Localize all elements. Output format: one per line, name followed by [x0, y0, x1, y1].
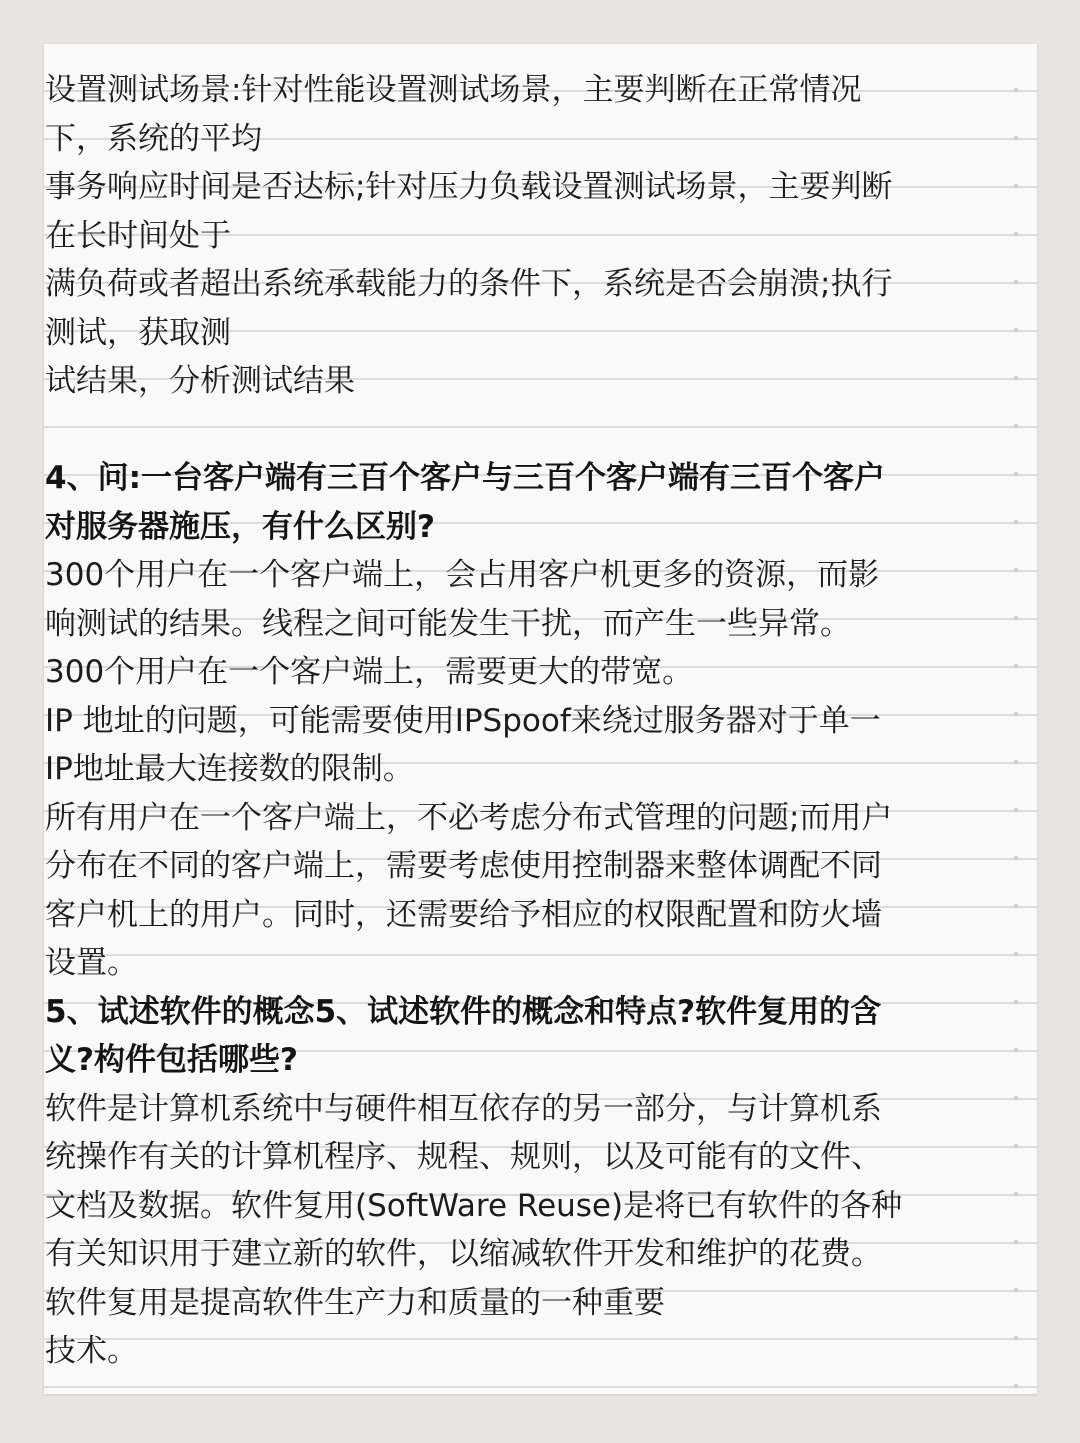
answer-line: 有关知识用于建立新的软件，以缩减软件开发和维护的花费。: [45, 1236, 882, 1272]
blank-line: [45, 406, 1020, 455]
answer-line: 技术。: [45, 1333, 138, 1369]
answer-line: 所有用户在一个客户端上，不必考虑分布式管理的问题;而用户: [45, 799, 893, 836]
answer-line: IP地址最大连接数的限制。: [45, 751, 414, 787]
text-line: 试结果，分析测试结果: [45, 363, 355, 399]
answer-line: 软件是计算机系统中与硬件相互依存的另一部分，与计算机系: [45, 1090, 882, 1127]
answer-line: IP 地址的问题，可能需要使用IPSpoof来绕过服务器对于单一: [45, 702, 881, 739]
question-5-title: 义?构件包括哪些?: [45, 1042, 298, 1078]
answer-line: 软件复用是提高软件生产力和质量的一种重要: [45, 1284, 665, 1321]
question-5-title: 5、试述软件的概念5、试述软件的概念和特点?软件复用的含: [45, 993, 882, 1030]
answer-line: 300个用户在一个客户端上，会占用客户机更多的资源，而影: [45, 557, 880, 593]
question-5: [45, 988, 1020, 1376]
answer-line: 设置。: [45, 945, 138, 981]
answer-line: 文档及数据。软件复用(SoftWare Reuse)是将已有软件的各种: [45, 1187, 903, 1224]
text-line: 在长时间处于: [45, 217, 231, 254]
text-line: 测试，获取测: [45, 314, 231, 351]
note-paper: [44, 44, 1037, 1394]
answer-line: 统操作有关的计算机程序、规程、规则，以及可能有的文件、: [45, 1139, 882, 1175]
intro-paragraph: [45, 66, 1020, 406]
text-line: 设置测试场景:针对性能设置测试场景，主要判断在正常情况: [45, 72, 862, 108]
text-line: 事务响应时间是否达标;针对压力负载设置测试场景，主要判断: [45, 169, 893, 205]
question-4-title: 对服务器施压，有什么区别?: [45, 508, 435, 545]
answer-line: 响测试的结果。线程之间可能发生干扰，而产生一些异常。: [45, 605, 851, 642]
answer-line: 客户机上的用户。同时，还需要给予相应的权限配置和防火墙: [45, 896, 882, 933]
text-line: 满负荷或者超出系统承载能力的条件下，系统是否会崩溃;执行: [45, 266, 893, 302]
text-line: 下，系统的平均: [45, 120, 262, 157]
note-content: [45, 66, 1020, 1376]
answer-line: 300个用户在一个客户端上，需要更大的带宽。: [45, 654, 694, 690]
question-4-title: 4、问:一台客户端有三百个客户与三百个客户端有三百个客户: [45, 460, 885, 496]
answer-line: 分布在不同的客户端上，需要考虑使用控制器来整体调配不同: [45, 848, 882, 884]
question-4: [45, 454, 1020, 988]
